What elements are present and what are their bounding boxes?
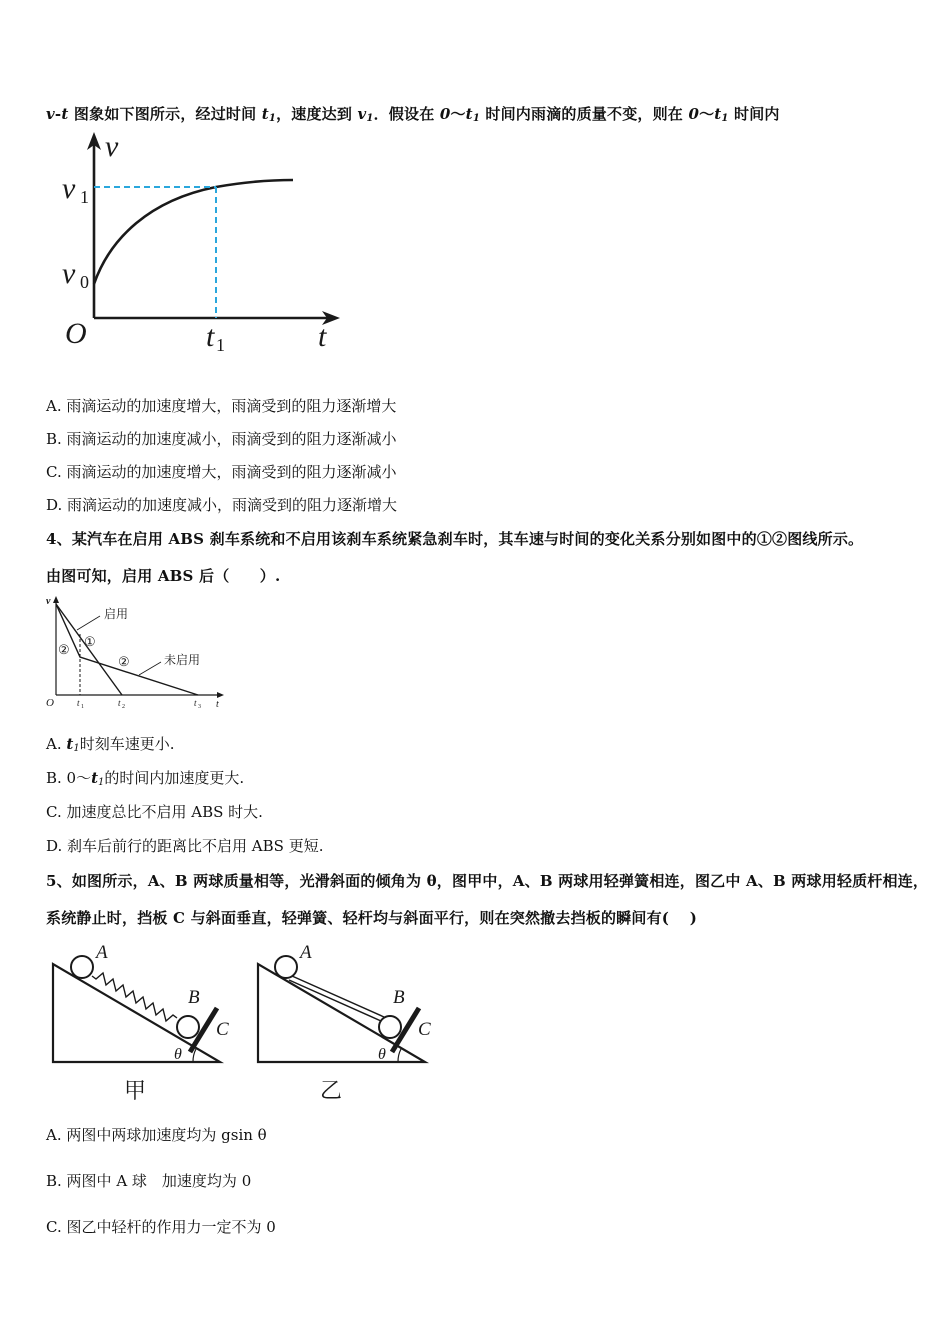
fig2-origin: O [46,697,54,709]
label-b-left: B [188,987,200,1008]
fig2-mark-2a: ② [58,642,70,657]
intro-zero1: 0 [439,105,451,123]
intro-v1: v [357,105,367,123]
ball-a-right [275,956,297,978]
q5-stem-line2: 系统静止时，挡板 C 与斜面垂直，轻弹簧、轻杆均与斜面平行，则在突然撤去挡板的瞬间有( ) [46,909,698,927]
v1-label-sub: 1 [80,187,89,207]
intro-t2-sub: 1 [472,113,480,124]
v0-label-sub: 0 [80,272,89,292]
label-a-left: A [96,942,108,963]
q4-b-rest: 的时间内加速度更大. [104,769,245,787]
intro-dash: - [54,105,62,123]
axis-t-label: t [318,320,327,353]
label-c-left: C [216,1019,229,1040]
origin-label: O [65,317,87,350]
q4-option-d[interactable]: D. 刹车后前行的距离比不启用 ABS 更短. [46,837,324,855]
intro-text3: ．假设在 [373,105,440,123]
intro-tilde2: ～ [699,105,715,123]
intro-text5: 时间内 [728,105,780,123]
q3-option-c[interactable]: C. 雨滴运动的加速度增大，雨滴受到的阻力逐渐减小 [46,463,397,481]
fig2-t-axis-arrow [217,692,224,698]
q3-option-d[interactable]: D. 雨滴运动的加速度减小，雨滴受到的阻力逐渐增大 [46,496,398,514]
fig2-mark-1: ① [84,634,96,649]
rod-right-bottom [289,980,381,1021]
fig2-mark-2b: ② [118,654,130,669]
q4-a-t: t [66,735,74,753]
fig2-tick-t1-sub: 1 [81,704,84,710]
label-a-right: A [300,942,312,963]
label-enabled-leader [77,616,100,630]
q4-stem-line1: 4、某汽车在启用 ABS 刹车系统和不启用该刹车系统紧急刹车时，其车速与时间的变化关系分别如图中的①②图线所示。 [46,530,864,548]
q5-option-c[interactable]: C. 图乙中轻杆的作用力一定不为 0 [46,1218,276,1236]
q5-stem-line1: 5、如图所示，A、B 两球质量相等，光滑斜面的倾角为 θ，图甲中，A、B 两球用轻弹簧相连，图乙中 A、B 两球用轻质杆相连， [46,872,929,890]
velocity-curve [94,180,293,284]
fig2-tick-t2-sub: 2 [122,704,125,710]
label-theta-right: θ [378,1046,386,1063]
q4-b-t: t [91,769,99,787]
intro-text1: 图象如下图所示，经过时间 [68,105,262,123]
intro-t1-sub: 1 [268,113,277,124]
label-theta-left: θ [174,1046,182,1063]
intro-text2: ，速度达到 [276,105,358,123]
ball-b-right [379,1016,401,1038]
label-b-right: B [393,987,405,1008]
intro-t3: t [714,105,722,123]
label-c-right: C [418,1019,431,1040]
intro-line [46,103,780,124]
intro-tilde1: ～ [450,105,466,123]
incline-right [258,964,425,1062]
vt-graph-figure [50,128,350,360]
intro-v: v [46,105,55,123]
t1-label-sub: 1 [216,335,225,355]
ball-a-left [71,956,93,978]
spring-left [92,973,177,1021]
fig2-axis-v: v [46,596,51,607]
q4-a-sub: 1 [73,743,80,754]
fig2-tick-t2: t [118,698,121,708]
intro-zero2: 0 [688,105,700,123]
fig2-tick-t1: t [77,698,80,708]
q3-option-b[interactable]: B. 雨滴运动的加速度减小，雨滴受到的阻力逐渐减小 [46,430,397,448]
axis-v-label: v [105,130,119,163]
incline-figure [48,940,448,1110]
q4-option-c[interactable]: C. 加速度总比不启用 ABS 时大. [46,803,263,821]
fig2-v-axis-arrow [53,596,59,603]
q4-stem-line2: 由图可知，启用 ABS 后（ ）. [46,567,281,585]
q4-option-b[interactable] [46,767,244,788]
fig2-tick-t3-sub: 3 [198,704,201,710]
v1-label: v [62,172,76,205]
fig2-tick-t3: t [194,698,197,708]
ball-b-left [177,1016,199,1038]
label-disabled-leader [139,662,161,675]
fig2-axis-t: t [216,699,219,710]
v0-label: v [62,257,76,290]
q4-b-sub: 1 [98,777,105,788]
q5-option-a[interactable]: A. 两图中两球加速度均为 gsin θ [46,1126,267,1144]
t1-label: t [206,320,215,353]
caption-left: 甲 [124,1078,147,1103]
angle-arc-right [398,1049,401,1062]
fig2-label-enabled: 启用 [104,607,129,621]
q4-b-prefix: B. 0～ [46,769,92,787]
intro-text4: 时间内雨滴的质量不变，则在 [479,105,689,123]
intro-t: t [61,105,69,123]
abs-graph-figure [44,592,234,712]
q4-a-prefix: A. [46,735,67,753]
intro-t2: t [465,105,473,123]
q4-a-rest: 时刻车速更小. [79,735,175,753]
intro-v1-sub: 1 [366,113,374,124]
q4-option-a[interactable] [46,733,174,754]
q3-option-a[interactable]: A. 雨滴运动的加速度增大，雨滴受到的阻力逐渐增大 [46,397,397,415]
fig2-label-disabled: 未启用 [164,653,201,667]
caption-right: 乙 [320,1078,343,1103]
q5-option-b[interactable]: B. 两图中 A 球 加速度均为 0 [46,1172,252,1190]
intro-t1: t [261,105,269,123]
intro-t3-sub: 1 [721,113,729,124]
